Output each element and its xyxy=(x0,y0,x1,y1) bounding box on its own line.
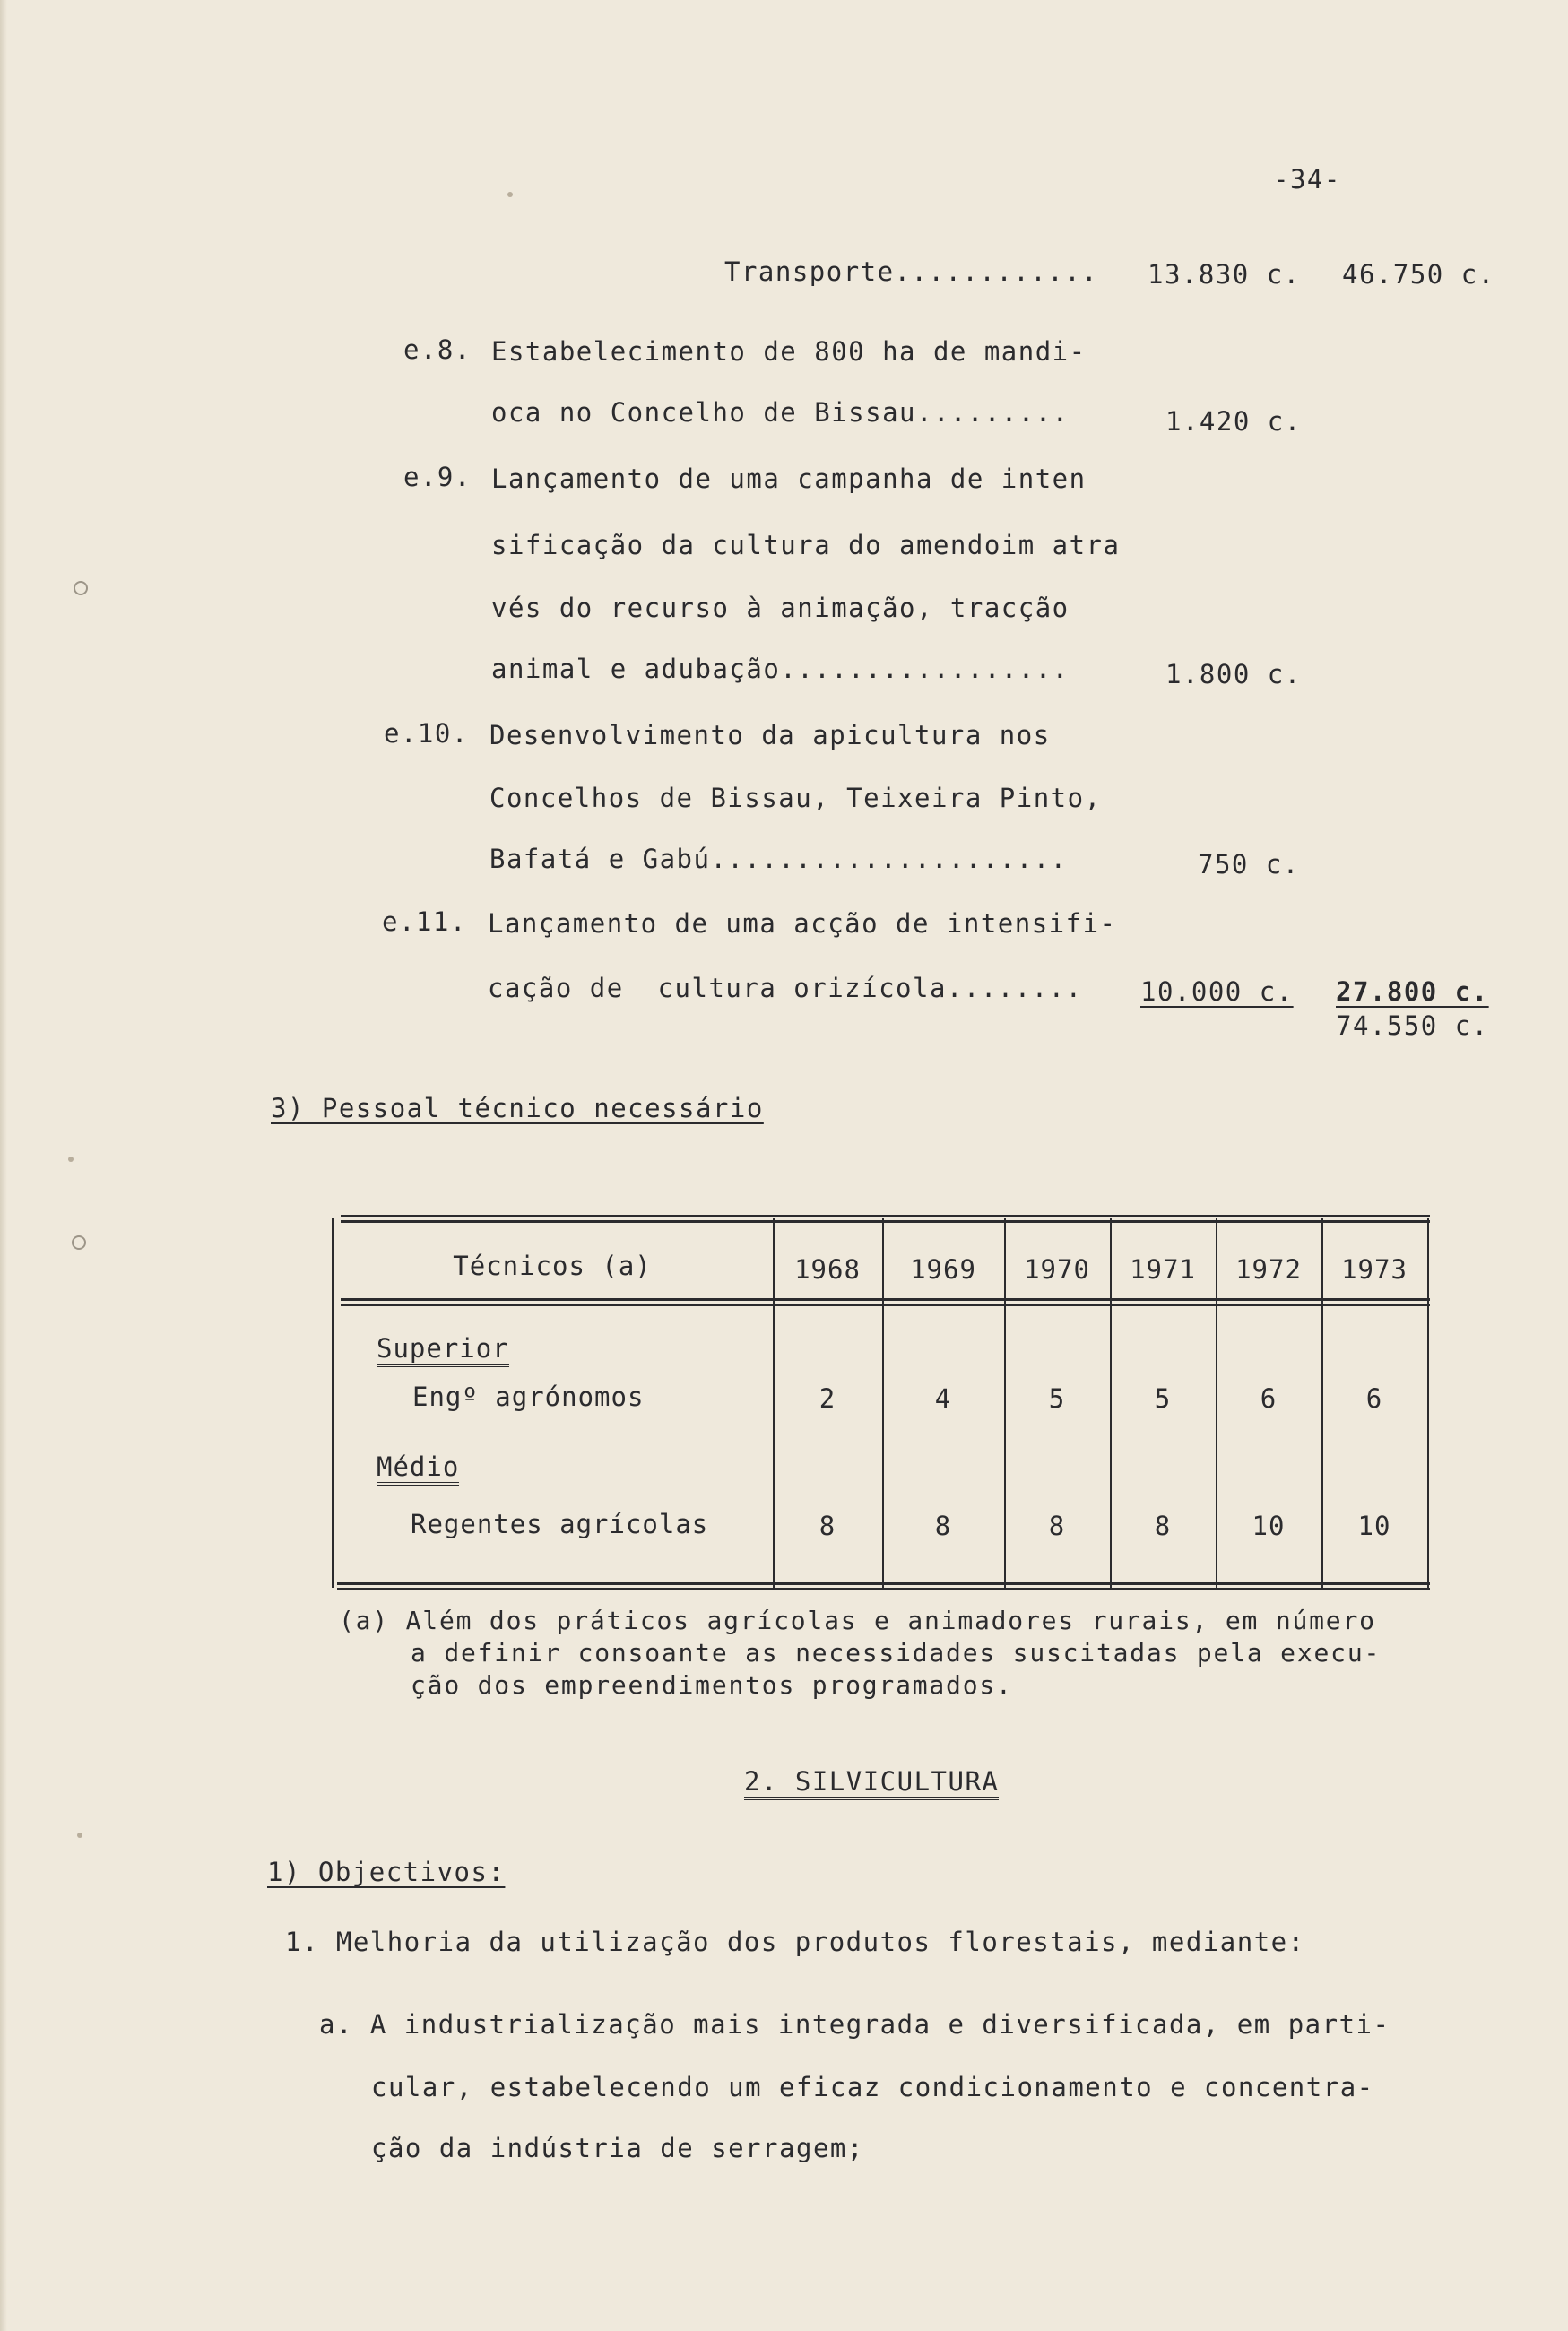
table-header-cell: 1969 xyxy=(910,1254,976,1285)
table-row-label: Engº agrónomos xyxy=(412,1382,645,1412)
table-cell: 6 xyxy=(1260,1383,1278,1414)
table-footnote-line: a definir consoante as necessidades suscitadas pela execu- xyxy=(411,1638,1382,1668)
table-cell: 5 xyxy=(1154,1383,1172,1414)
punch-hole-mark xyxy=(72,1235,86,1250)
item-line: Lançamento de uma acção de intensifi- xyxy=(488,908,1117,939)
table-group-label: Médio xyxy=(377,1451,459,1486)
table-header-cell: 1973 xyxy=(1341,1254,1408,1285)
table-cell: 4 xyxy=(934,1383,952,1414)
table-header-cell: 1968 xyxy=(794,1254,861,1285)
subtotal-value: 27.800 c. xyxy=(1336,976,1489,1007)
objective-subitem-line: ção da indústria de serragem; xyxy=(371,2133,864,2163)
table-header-cell: 1971 xyxy=(1130,1254,1196,1285)
page-number: -34- xyxy=(1273,164,1341,195)
table-cell: 2 xyxy=(819,1383,836,1414)
page-fold-shadow xyxy=(0,0,7,2331)
table-cell: 8 xyxy=(934,1511,952,1541)
punch-hole-mark xyxy=(74,581,88,595)
table-rule xyxy=(337,1588,1430,1590)
objective-subitem-line: a. A industrialização mais integrada e diversificada, em parti- xyxy=(319,2009,1390,2040)
item-value: 750 c. xyxy=(1198,849,1300,880)
table-rule xyxy=(341,1298,1430,1301)
objective-subitem-line: cular, estabelecendo um eficaz condicionamento e concentra- xyxy=(371,2072,1374,2102)
table-rule xyxy=(341,1304,1430,1306)
table-cell: 10 xyxy=(1357,1511,1391,1541)
objective-item: 1. Melhoria da utilização dos produtos florestais, mediante: xyxy=(285,1927,1305,1957)
table-group-label: Superior xyxy=(377,1333,509,1367)
item-line: Desenvolvimento da apicultura nos xyxy=(489,720,1051,750)
item-code: e.8. xyxy=(403,334,472,365)
paper-speck xyxy=(77,1833,82,1838)
table-header-cell: Técnicos (a) xyxy=(453,1251,652,1281)
table-cell: 5 xyxy=(1048,1383,1066,1414)
table-footnote-line: ção dos empreendimentos programados. xyxy=(411,1670,1013,1700)
table-header-cell: 1970 xyxy=(1024,1254,1090,1285)
table-rule xyxy=(341,1215,1430,1217)
paper-speck xyxy=(68,1157,74,1162)
item-line: Bafatá e Gabú..................... xyxy=(489,844,1068,874)
table-cell: 10 xyxy=(1252,1511,1286,1541)
item-line: Estabelecimento de 800 ha de mandi- xyxy=(491,336,1087,367)
transporte-value-2: 46.750 c. xyxy=(1342,259,1495,290)
item-value: 1.800 c. xyxy=(1165,659,1302,689)
technical-staff-table xyxy=(332,1215,1430,1595)
item-value: 1.420 c. xyxy=(1165,406,1302,437)
objectives-heading: 1) Objectivos: xyxy=(267,1857,506,1887)
transporte-label: Transporte............ xyxy=(724,256,1099,287)
table-row-label: Regentes agrícolas xyxy=(411,1509,709,1539)
item-line: animal e adubação................. xyxy=(491,654,1070,684)
transporte-value-1: 13.830 c. xyxy=(1148,259,1301,290)
item-line: cação de cultura orizícola........ xyxy=(488,973,1083,1003)
table-cell: 8 xyxy=(1154,1511,1172,1541)
table-footnote-line: (a) Além dos práticos agrícolas e animadores rurais, em número xyxy=(339,1606,1376,1635)
section-3-heading: 3) Pessoal técnico necessário xyxy=(271,1093,764,1123)
table-rule xyxy=(341,1220,1430,1223)
table-cell: 8 xyxy=(1048,1511,1066,1541)
item-code: e.10. xyxy=(384,718,469,749)
item-line: oca no Concelho de Bissau......... xyxy=(491,397,1070,428)
item-code: e.11. xyxy=(382,906,467,937)
table-header-cell: 1972 xyxy=(1235,1254,1302,1285)
item-code: e.9. xyxy=(403,462,472,492)
table-cell: 8 xyxy=(819,1511,836,1541)
table-divider xyxy=(1427,1218,1429,1588)
total-value: 74.550 c. xyxy=(1336,1010,1489,1041)
section-2-title: 2. SILVICULTURA xyxy=(744,1766,999,1800)
item-value: 10.000 c. xyxy=(1140,976,1294,1007)
item-line: vés do recurso à animação, tracção xyxy=(491,593,1070,623)
item-line: Concelhos de Bissau, Teixeira Pinto, xyxy=(489,783,1102,813)
table-cell: 6 xyxy=(1365,1383,1383,1414)
paper-speck xyxy=(507,192,513,197)
item-line: Lançamento de uma campanha de inten xyxy=(491,464,1087,494)
item-line: sificação da cultura do amendoim atra xyxy=(491,530,1121,560)
